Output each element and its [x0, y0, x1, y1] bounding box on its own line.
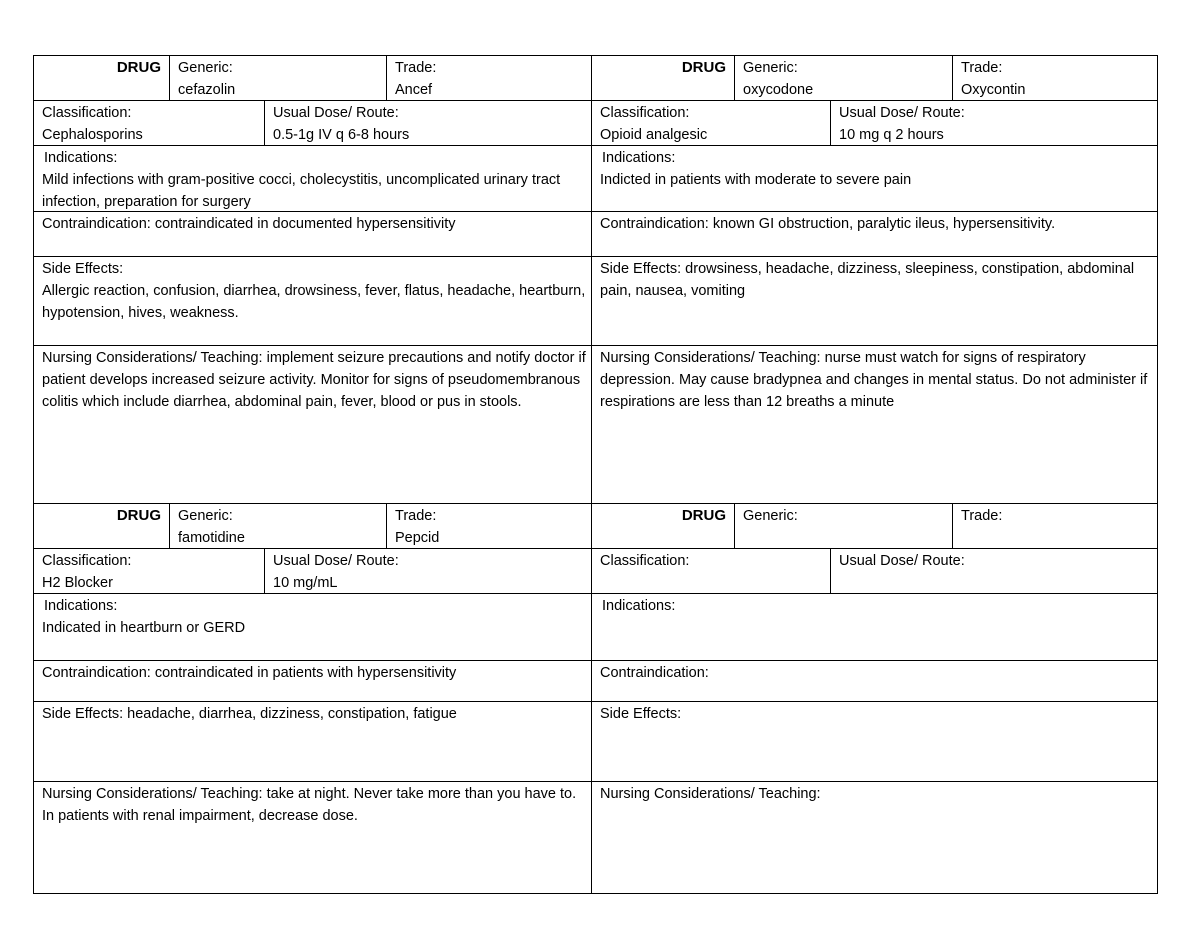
drug-label: DRUG — [33, 55, 170, 101]
generic-cell — [169, 55, 387, 101]
classification-label: Classification: — [600, 553, 690, 569]
drug-label: DRUG — [591, 55, 735, 101]
dose-label: Usual Dose/ Route: — [273, 105, 399, 121]
trade-value: Pepcid — [395, 530, 440, 546]
classification-cell — [591, 100, 831, 146]
nursing-cell — [591, 345, 1158, 504]
trade-label: Trade: — [961, 508, 1003, 524]
side-effects-cell — [591, 701, 1158, 782]
contraindication-cell — [33, 660, 592, 702]
generic-label: Generic: — [743, 508, 798, 524]
indications-cell — [591, 145, 1158, 212]
dose-cell — [264, 100, 592, 146]
dose-cell — [830, 548, 1158, 594]
contraindication-cell — [591, 211, 1158, 257]
contraindication-value: contraindicated in documented hypersensitivity — [154, 216, 456, 232]
side-effects-value: drowsiness, headache, dizziness, sleepiness, constipation, abdominal pain, nausea, vomiting — [600, 261, 1135, 299]
classification-value: H2 Blocker — [42, 575, 113, 591]
classification-cell — [33, 100, 265, 146]
side-effects-value: headache, diarrhea, dizziness, constipation, fatigue — [127, 706, 457, 722]
trade-cell — [952, 503, 1158, 549]
contraindication-label: Contraindication: — [42, 216, 151, 232]
nursing-label: Nursing Considerations/ Teaching: — [600, 786, 821, 802]
nursing-label: Nursing Considerations/ Teaching: — [600, 350, 821, 366]
dose-cell — [830, 100, 1158, 146]
classification-value: Cephalosporins — [42, 127, 143, 143]
drug-label: DRUG — [33, 503, 170, 549]
generic-value: famotidine — [178, 530, 245, 546]
dose-label: Usual Dose/ Route: — [839, 105, 965, 121]
nursing-cell — [591, 781, 1158, 894]
side-effects-label: Side Effects: — [42, 706, 124, 722]
classification-cell — [33, 548, 265, 594]
side-effects-cell — [33, 701, 592, 782]
indications-value: Indicated in heartburn or GERD — [42, 620, 246, 636]
side-effects-cell — [33, 256, 592, 346]
contraindication-cell — [33, 211, 592, 257]
drug-label: DRUG — [591, 503, 735, 549]
contraindication-label: Contraindication: — [42, 665, 151, 681]
contraindication-cell — [591, 660, 1158, 702]
classification-value: Opioid analgesic — [600, 127, 708, 143]
nursing-cell — [33, 781, 592, 894]
contraindication-label: Contraindication: — [600, 216, 709, 232]
side-effects-label: Side Effects: — [600, 261, 682, 277]
indications-label: Indications: — [602, 150, 676, 166]
indications-cell — [33, 593, 592, 661]
indications-value: Indicted in patients with moderate to severe pain — [600, 172, 912, 188]
nursing-value: implement seizure precautions and notify doctor if patient develops increased seizure activity. Monitor for signs of pseudomembranous colitis which include diarrhea, abdominal pain, fever, blood or pus in stools. — [42, 350, 586, 410]
generic-cell — [734, 503, 953, 549]
trade-label: Trade: — [395, 508, 437, 524]
nursing-cell — [33, 345, 592, 504]
nursing-value: take at night. Never take more than you have to. In patients with renal impairment, decrease dose. — [42, 786, 577, 824]
generic-cell — [734, 55, 953, 101]
classification-cell — [591, 548, 831, 594]
side-effects-label: Side Effects: — [600, 706, 682, 722]
dose-cell — [264, 548, 592, 594]
generic-label: Generic: — [178, 508, 233, 524]
generic-value: oxycodone — [743, 82, 814, 98]
indications-cell — [33, 145, 592, 212]
contraindication-label: Contraindication: — [600, 665, 709, 681]
trade-cell — [386, 503, 592, 549]
contraindication-value: known GI obstruction, paralytic ileus, hypersensitivity. — [712, 216, 1056, 232]
trade-label: Trade: — [395, 60, 437, 76]
trade-cell — [386, 55, 592, 101]
classification-label: Classification: — [42, 105, 132, 121]
trade-value: Ancef — [395, 82, 433, 98]
contraindication-value: contraindicated in patients with hypersensitivity — [154, 665, 457, 681]
trade-label: Trade: — [961, 60, 1003, 76]
dose-label: Usual Dose/ Route: — [273, 553, 399, 569]
generic-value: cefazolin — [178, 82, 236, 98]
generic-cell — [169, 503, 387, 549]
classification-label: Classification: — [42, 553, 132, 569]
side-effects-label: Side Effects: — [42, 261, 124, 277]
nursing-value: nurse must watch for signs of respiratory depression. May cause bradypnea and changes in mental status. Do not administer if respirations are less than 12 breaths a minute — [600, 350, 1148, 410]
dose-value: 10 mg q 2 hours — [839, 127, 944, 143]
indications-label: Indications: — [44, 150, 118, 166]
side-effects-value: Allergic reaction, confusion, diarrhea, drowsiness, fever, flatus, headache, heartburn, hypotension, hives, weakness. — [42, 283, 586, 321]
side-effects-cell — [591, 256, 1158, 346]
generic-label: Generic: — [178, 60, 233, 76]
generic-label: Generic: — [743, 60, 798, 76]
nursing-label: Nursing Considerations/ Teaching: — [42, 786, 263, 802]
classification-label: Classification: — [600, 105, 690, 121]
nursing-label: Nursing Considerations/ Teaching: — [42, 350, 263, 366]
dose-label: Usual Dose/ Route: — [839, 553, 965, 569]
dose-value: 10 mg/mL — [273, 575, 338, 591]
indications-label: Indications: — [44, 598, 118, 614]
dose-value: 0.5-1g IV q 6-8 hours — [273, 127, 410, 143]
indications-label: Indications: — [602, 598, 676, 614]
indications-value: Mild infections with gram-positive cocci, cholecystitis, uncomplicated urinary tract infection, preparation for surgery — [42, 172, 561, 210]
indications-cell — [591, 593, 1158, 661]
trade-value: Oxycontin — [961, 82, 1026, 98]
trade-cell — [952, 55, 1158, 101]
